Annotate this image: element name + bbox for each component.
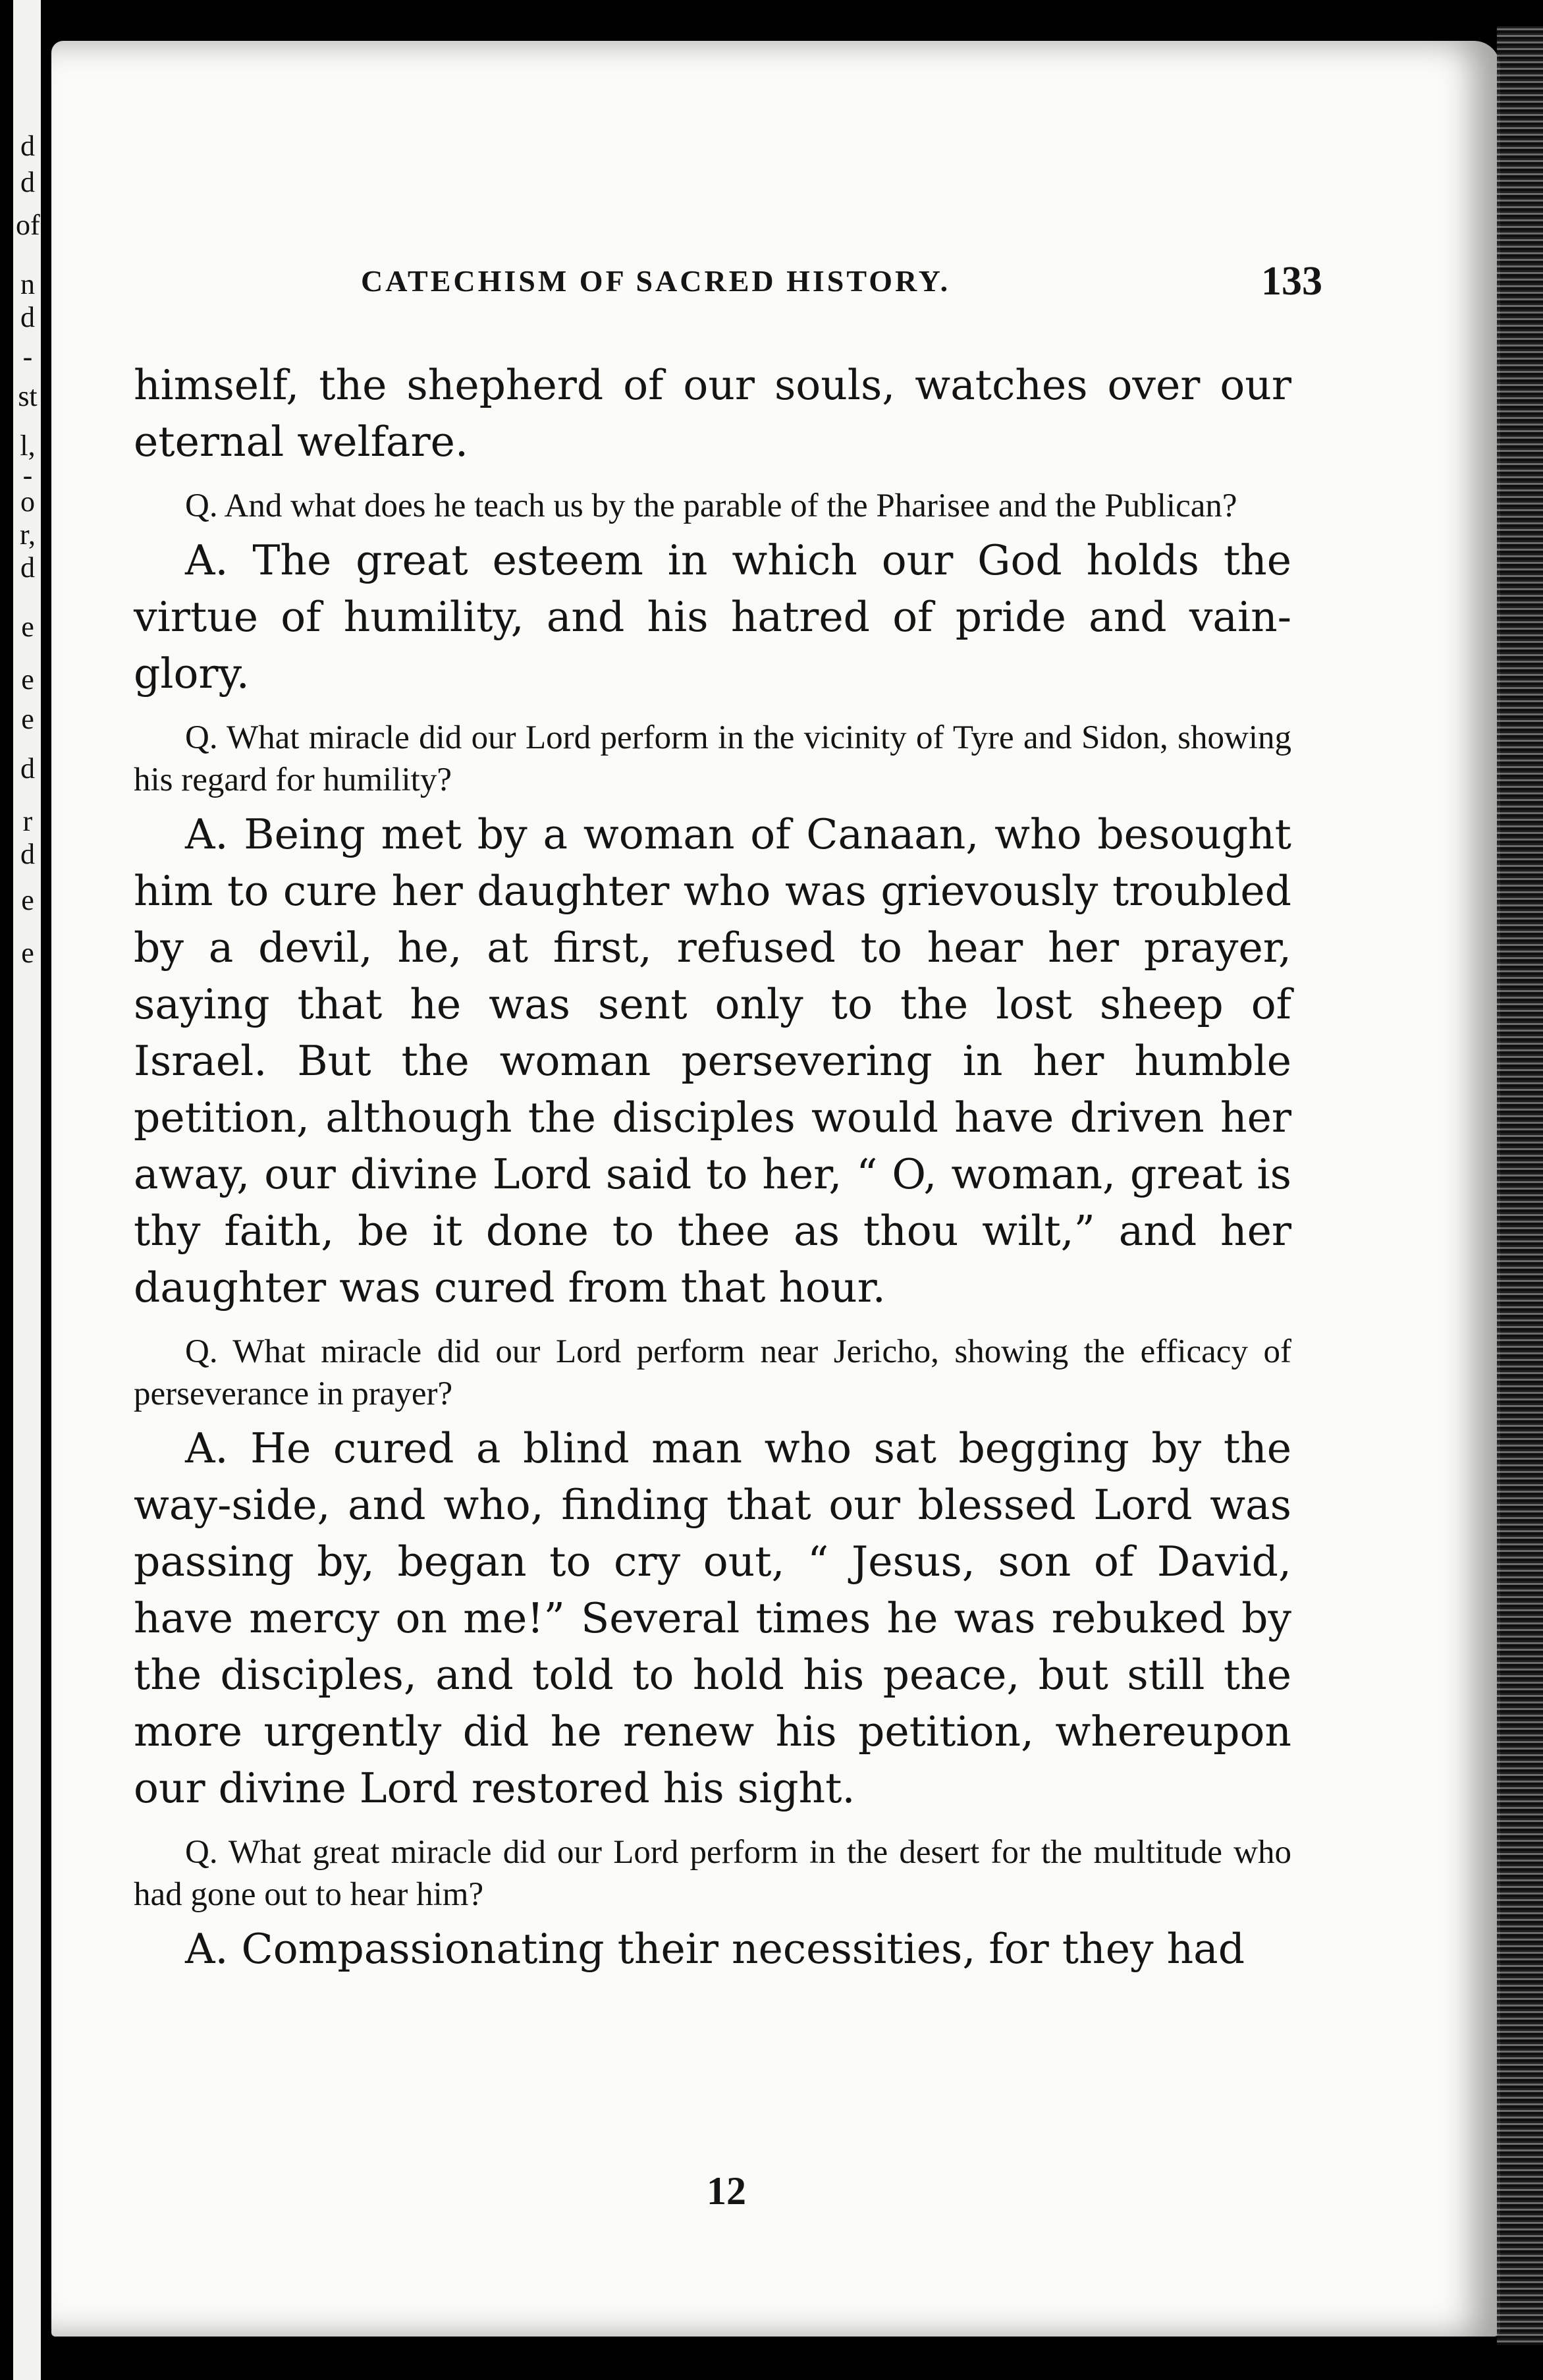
gutter-fragment: e bbox=[21, 937, 34, 969]
answer-paragraph: A. Compassionating their necessities, for they had bbox=[185, 1925, 1245, 1973]
gutter-fragment: r bbox=[22, 805, 33, 837]
gutter-fragment: e bbox=[21, 703, 34, 735]
page-block-edge bbox=[1497, 26, 1543, 2345]
gutter-fragment: e bbox=[21, 611, 34, 643]
page-number: 133 bbox=[1261, 259, 1322, 304]
question-paragraph: Q. What great miracle did our Lord perform in the desert for the multitude who had gone out to hear him? bbox=[134, 1834, 1291, 1913]
gutter-fragment: d bbox=[20, 166, 35, 198]
facing-page-gutter bbox=[0, 0, 51, 2380]
gutter-fragment: l, bbox=[20, 429, 36, 462]
answer-paragraph: A. The great esteem in which our God holds the virtue of humility, and his hatred of pride and vain-glory. bbox=[134, 536, 1291, 698]
gutter-fragment: d bbox=[20, 551, 35, 584]
signature-mark: 12 bbox=[707, 2169, 746, 2213]
gutter-fragment: of bbox=[16, 209, 40, 241]
gutter-fragment: - bbox=[22, 341, 33, 373]
gutter-fragment: d bbox=[20, 838, 35, 870]
gutter-fragment: o bbox=[20, 485, 35, 518]
gutter-fragment: d bbox=[20, 752, 35, 785]
gutter-fragment: n bbox=[20, 268, 35, 300]
gutter-fragment: r, bbox=[20, 518, 36, 551]
gutter-fragment: e bbox=[21, 884, 34, 916]
answer-paragraph: himself, the shepherd of our souls, watches over our eternal welfare. bbox=[134, 361, 1291, 466]
answer-paragraph: A. He cured a blind man who sat begging by the way-side, and who, finding that our blessed Lord was passing by, began to cry out, “ Jesus, son of David, have mercy on me!” Several times he was rebuked by the disciples, and told to hold his peace, but still the more urgently did he renew his petition, whereupon our divine Lord restored his sight. bbox=[134, 1424, 1291, 1812]
gutter-fragment: d bbox=[20, 301, 35, 333]
gutter-fragment: d bbox=[20, 130, 35, 162]
running-head: CATECHISM OF SACRED HISTORY. bbox=[361, 264, 951, 298]
body-text bbox=[134, 357, 1291, 1978]
gutter-fragment: st bbox=[18, 380, 38, 412]
gutter-fragment: e bbox=[21, 663, 34, 696]
gutter-fragment: - bbox=[22, 459, 33, 491]
question-paragraph: Q. What miracle did our Lord perform in the vicinity of Tyre and Sidon, showing his regard for humility? bbox=[134, 719, 1291, 798]
book-page bbox=[51, 41, 1500, 2337]
answer-paragraph: A. Being met by a woman of Canaan, who besought him to cure her daughter who was grievously troubled by a devil, he, at first, refused to hear her prayer, saying that he was sent only to the lost sheep of Israel. But the woman persevering in her humble petition, although the disciples would have driven her away, our divine Lord said to her, “ O, woman, great is thy faith, be it done to thee as thou wilt,” and her daughter was cured from that hour. bbox=[134, 810, 1291, 1312]
page-header bbox=[361, 258, 1322, 311]
question-paragraph: Q. And what does he teach us by the parable of the Pharisee and the Publican? bbox=[185, 487, 1237, 524]
question-paragraph: Q. What miracle did our Lord perform near Jericho, showing the efficacy of perseverance in prayer? bbox=[134, 1333, 1291, 1412]
